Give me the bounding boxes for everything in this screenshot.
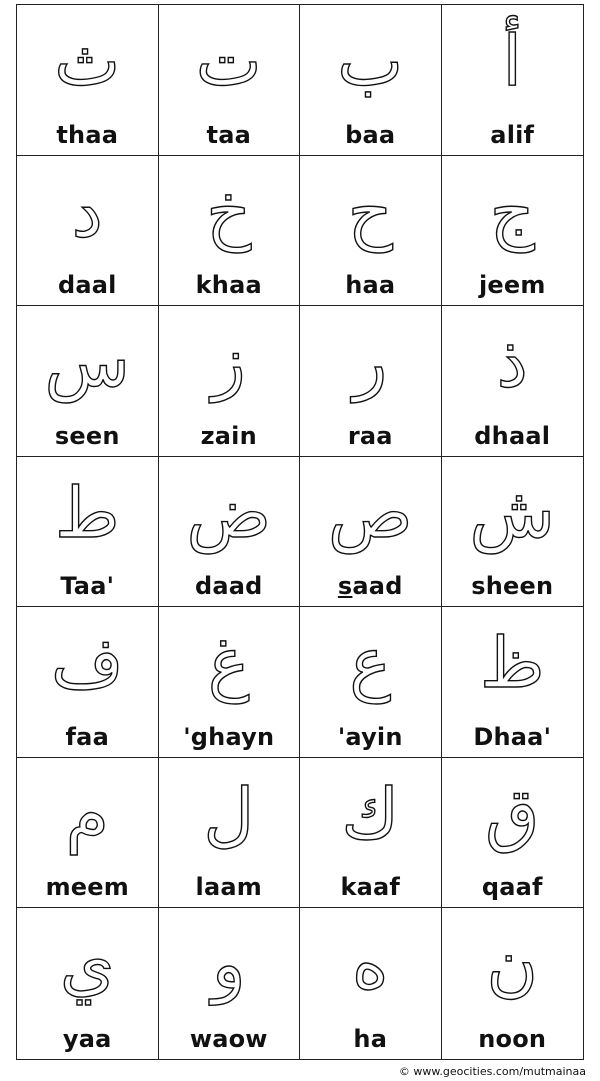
letter-name: Taa' xyxy=(60,572,115,601)
arabic-letter-glyph: ح xyxy=(347,170,393,253)
letter-cell xyxy=(159,457,301,608)
letter-name: sheen xyxy=(471,572,554,601)
arabic-letter-glyph: ب xyxy=(337,20,404,102)
letter-cell xyxy=(442,607,584,758)
letter-cell xyxy=(300,306,442,457)
letter-cell xyxy=(159,758,301,909)
letter-cell xyxy=(300,5,442,156)
arabic-letter-glyph: ص xyxy=(327,471,413,554)
letter-name: alif xyxy=(490,120,535,149)
letter-cell xyxy=(442,306,584,457)
letter-cell xyxy=(300,607,442,758)
arabic-letter-glyph: ن xyxy=(486,923,538,1006)
letter-name: daal xyxy=(57,271,117,300)
letter-cell xyxy=(442,156,584,307)
letter-name: khaa xyxy=(195,271,262,300)
letter-name: jeem xyxy=(478,271,546,300)
letter-cell xyxy=(17,306,159,457)
arabic-letter-glyph: غ xyxy=(207,622,250,705)
letter-cell xyxy=(17,156,159,307)
letter-name: meem xyxy=(45,873,129,902)
letter-cell xyxy=(300,457,442,608)
arabic-letter-glyph: م xyxy=(65,772,109,855)
letter-cell xyxy=(159,908,301,1059)
letter-name: 'ayin xyxy=(337,722,403,751)
letter-cell xyxy=(17,908,159,1059)
letter-name: noon xyxy=(478,1024,547,1053)
arabic-letter-glyph: ذ xyxy=(496,321,528,404)
letter-cell xyxy=(442,758,584,909)
letter-name: raa xyxy=(347,421,393,450)
letter-cell xyxy=(300,156,442,307)
arabic-letter-glyph: ر xyxy=(353,321,388,404)
letter-cell xyxy=(17,457,159,608)
letter-name: seen xyxy=(54,421,120,450)
arabic-letter-glyph: و xyxy=(211,923,246,1006)
letter-name: qaaf xyxy=(481,873,543,902)
arabic-letter-glyph: خ xyxy=(206,170,252,253)
letter-cell xyxy=(159,5,301,156)
arabic-letter-glyph: ز xyxy=(211,321,246,404)
letter-name: 'ghayn xyxy=(183,722,275,751)
arabic-letter-glyph: س xyxy=(44,321,130,404)
copyright-credit: © www.geocities.com/mutmainaa xyxy=(398,1065,586,1078)
letter-name: thaa xyxy=(56,120,119,149)
letter-cell xyxy=(300,908,442,1059)
letter-cell xyxy=(17,758,159,909)
letter-name: laam xyxy=(195,873,262,902)
arabic-letter-glyph: د xyxy=(71,170,103,253)
letter-name: zain xyxy=(200,421,257,450)
letter-name: saad xyxy=(337,572,403,601)
alphabet-grid xyxy=(16,4,584,1060)
arabic-letter-glyph: ي xyxy=(59,923,115,1006)
arabic-letter-glyph: ه xyxy=(351,923,389,1006)
letter-name: dhaal xyxy=(474,421,551,450)
letter-name: faa xyxy=(65,722,109,751)
letter-cell xyxy=(17,5,159,156)
letter-name: haa xyxy=(345,271,396,300)
arabic-letter-glyph: ض xyxy=(186,471,272,554)
letter-name: Dhaa' xyxy=(473,722,552,751)
letter-cell xyxy=(442,908,584,1059)
letter-name: ha xyxy=(353,1024,388,1053)
letter-name: daad xyxy=(194,572,263,601)
arabic-letter-glyph: ش xyxy=(469,471,555,554)
letter-name: waow xyxy=(189,1024,268,1053)
letter-cell xyxy=(442,5,584,156)
letter-cell xyxy=(159,306,301,457)
arabic-letter-glyph: أ xyxy=(502,20,522,102)
arabic-letter-glyph: ث xyxy=(54,20,121,102)
letter-name: baa xyxy=(345,120,396,149)
letter-name: taa xyxy=(206,120,251,149)
letter-cell xyxy=(300,758,442,909)
letter-cell xyxy=(159,607,301,758)
arabic-letter-glyph: ط xyxy=(54,471,120,554)
letter-cell xyxy=(159,156,301,307)
arabic-letter-glyph: ك xyxy=(341,772,400,855)
arabic-letter-glyph: ق xyxy=(485,772,540,855)
arabic-letter-glyph: ل xyxy=(203,772,255,855)
letter-name: kaaf xyxy=(340,873,401,902)
arabic-letter-glyph: ظ xyxy=(479,622,545,705)
letter-name: yaa xyxy=(62,1024,112,1053)
arabic-letter-glyph: ج xyxy=(489,170,535,253)
letter-cell xyxy=(442,457,584,608)
arabic-letter-glyph: ت xyxy=(195,20,262,102)
arabic-letter-glyph: ع xyxy=(349,622,392,705)
letter-cell xyxy=(17,607,159,758)
arabic-letter-glyph: ف xyxy=(50,622,124,705)
